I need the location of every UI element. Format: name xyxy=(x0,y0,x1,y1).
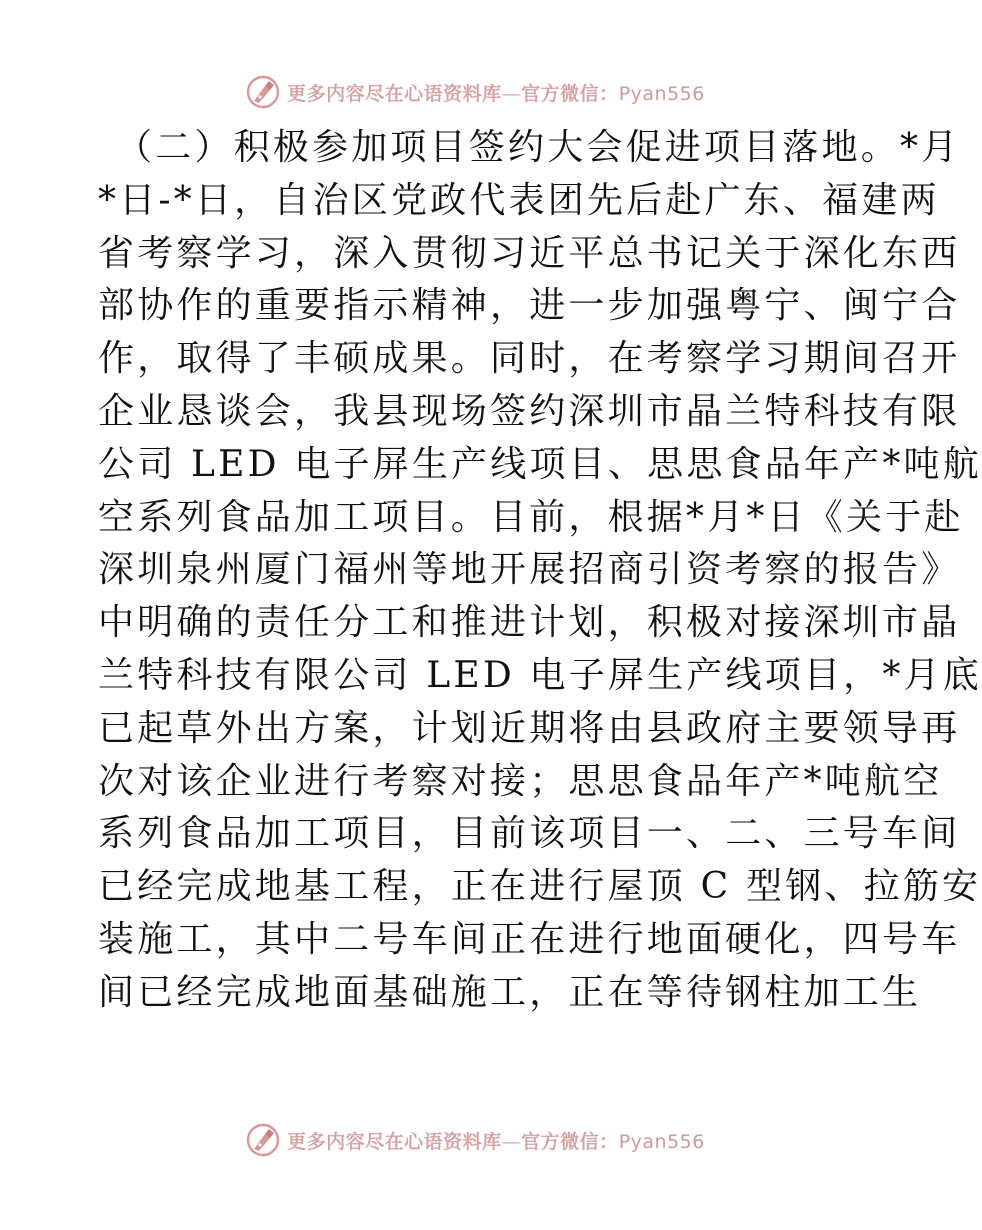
text-line: 省考察学习，深入贯彻习近平总书记关于深化东西 xyxy=(98,232,961,274)
pen-nib-logo-icon xyxy=(245,1122,281,1158)
text-line: 企业恳谈会，我县现场签约深圳市晶兰特科技有限 xyxy=(98,390,961,432)
text-line: 已起草外出方案，计划近期将由县政府主要领导再 xyxy=(98,707,961,749)
text-line: 系列食品加工项目，目前该项目一、二、三号车间 xyxy=(98,813,961,855)
text-line: （二）积极参加项目签约大会促进项目落地。*月 xyxy=(116,127,961,168)
document-body xyxy=(98,122,982,1020)
watermark-official-text: 官方微信： xyxy=(521,82,619,105)
text-line: 公司 LED 电子屏生产线项目、思思食品年产*吨航 xyxy=(98,443,982,485)
text-line: 中明确的责任分工和推进计划，积极对接深圳市晶 xyxy=(98,602,961,644)
footer-watermark xyxy=(0,1120,950,1160)
text-line: 装施工，其中二号车间正在进行地面硬化，四号车 xyxy=(98,918,961,960)
text-line: 深圳泉州厦门福州等地开展招商引资考察的报告》 xyxy=(98,549,961,591)
watermark-separator: — xyxy=(501,1130,522,1153)
watermark-wechat-id: Pyan556 xyxy=(618,82,705,105)
watermark-separator: — xyxy=(501,82,522,105)
text-line: 空系列食品加工项目。目前，根据*月*日《关于赴 xyxy=(98,496,964,538)
text-line: 兰特科技有限公司 LED 电子屏生产线项目，*月底 xyxy=(98,654,982,696)
text-line: 次对该企业进行考察对接；思思食品年产*吨航空 xyxy=(98,760,943,802)
text-line: 已经完成地基工程，正在进行屋顶 C 型钢、拉筋安 xyxy=(98,866,982,908)
watermark-official-text: 官方微信： xyxy=(521,1130,619,1153)
pen-nib-logo-icon xyxy=(245,74,281,110)
watermark-wechat-id: Pyan556 xyxy=(618,1130,705,1153)
text-line: 间已经完成地面基础施工，正在等待钢柱加工生 xyxy=(98,971,922,1013)
watermark-site-text: 更多内容尽在心语资料库 xyxy=(287,1130,502,1153)
header-watermark xyxy=(0,72,950,112)
text-line: *日-*日，自治区党政代表团先后赴广东、福建两 xyxy=(98,179,940,221)
text-line: 作，取得了丰硕成果。同时，在考察学习期间召开 xyxy=(98,338,961,380)
watermark-site-text: 更多内容尽在心语资料库 xyxy=(287,82,502,105)
text-line: 部协作的重要指示精神，进一步加强粤宁、闽宁合 xyxy=(98,285,961,327)
